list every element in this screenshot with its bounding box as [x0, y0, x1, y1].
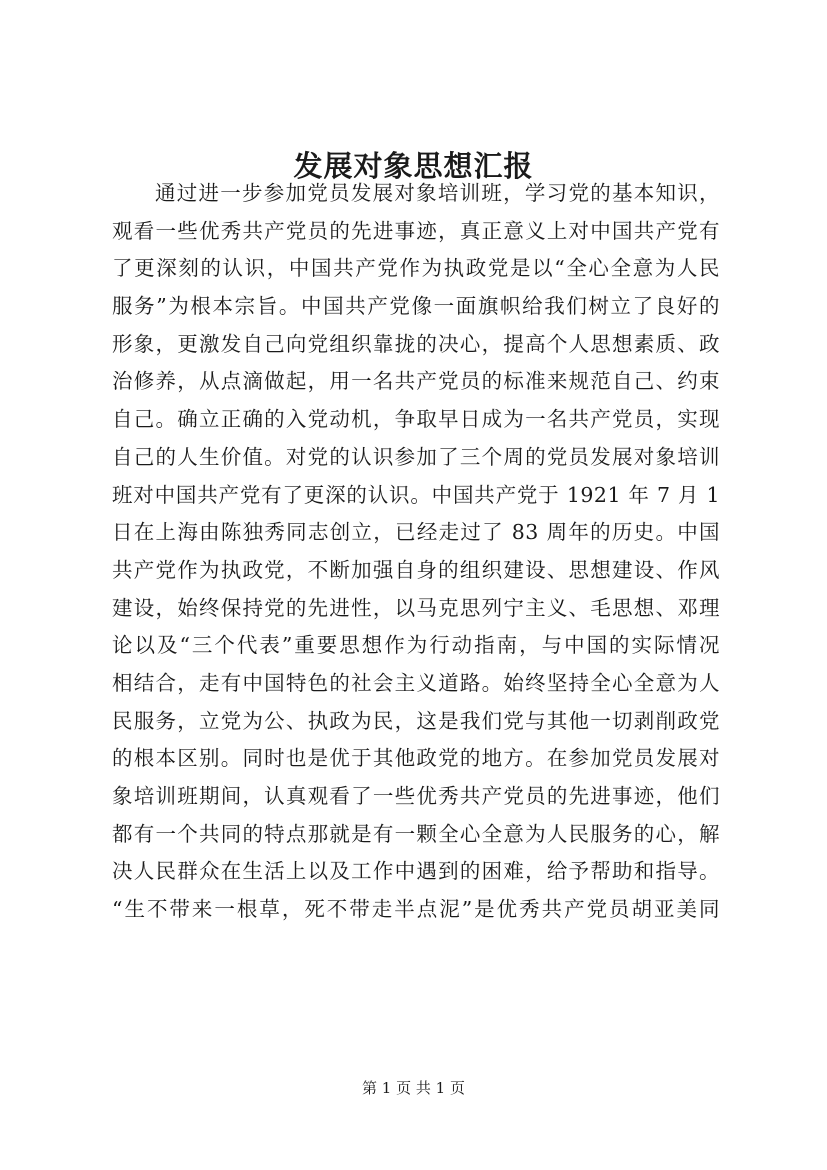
paragraph-line: 的根本区别。同时也是优于其他政党的地方。在参加党员发展对 — [112, 746, 720, 771]
paragraph-line: 治修养，从点滴做起，用一名共产党员的标准来规范自己、约束 — [112, 369, 720, 394]
paragraph-line: 自己。确立正确的入党动机，争取早日成为一名共产党员，实现 — [112, 407, 720, 432]
page-footer — [0, 1078, 827, 1098]
paragraph-line: 论以及“三个代表”重要思想作为行动指南，与中国的实际情况 — [112, 633, 720, 658]
paragraph-line: 通过进一步参加党员发展对象培训班，学习党的基本知识， — [155, 181, 720, 205]
paragraph-line: 服务”为根本宗旨。中国共产党像一面旗帜给我们树立了良好的 — [112, 294, 720, 319]
paragraph-line: 民服务，立党为公、执政为民，这是我们党与其他一切剥削政党 — [112, 708, 720, 733]
paragraph-line: 观看一些优秀共产党员的先进事迹，真正意义上对中国共产党有 — [112, 218, 720, 243]
paragraph-line: 自己的人生价值。对党的认识参加了三个周的党员发展对象培训 — [112, 444, 720, 469]
paragraph-line: 都有一个共同的特点那就是有一颗全心全意为人民服务的心，解 — [112, 821, 720, 846]
page-number-label: 第 1 页 共 1 页 — [362, 1079, 465, 1097]
paragraph-line: 决人民群众在生活上以及工作中遇到的困难，给予帮助和指导。 — [112, 859, 720, 884]
paragraph-line: 建设，始终保持党的先进性，以马克思列宁主义、毛思想、邓理 — [112, 595, 720, 620]
document-title: 发展对象思想汇报 — [293, 149, 534, 183]
paragraph-line: 共产党作为执政党，不断加强自身的组织建设、思想建设、作风 — [112, 557, 720, 582]
paragraph-line: 形象，更激发自己向党组织靠拢的决心，提高个人思想素质、政 — [112, 331, 720, 356]
paragraph-line: “生不带来一根草，死不带走半点泥”是优秀共产党员胡亚美同 — [112, 897, 720, 922]
paragraph-line: 了更深刻的认识，中国共产党作为执政党是以“全心全意为人民 — [112, 256, 720, 281]
paragraph-line: 相结合，走有中国特色的社会主义道路。始终坚持全心全意为人 — [112, 670, 720, 695]
paragraph-line: 象培训班期间，认真观看了一些优秀共产党员的先进事迹，他们 — [112, 784, 720, 808]
paragraph-line: 班对中国共产党有了更深的认识。中国共产党于 1921 年 7 月 1 — [112, 482, 720, 507]
document-body — [112, 175, 720, 929]
paragraph-line: 日在上海由陈独秀同志创立，已经走过了 83 周年的历史。中国 — [112, 520, 720, 545]
